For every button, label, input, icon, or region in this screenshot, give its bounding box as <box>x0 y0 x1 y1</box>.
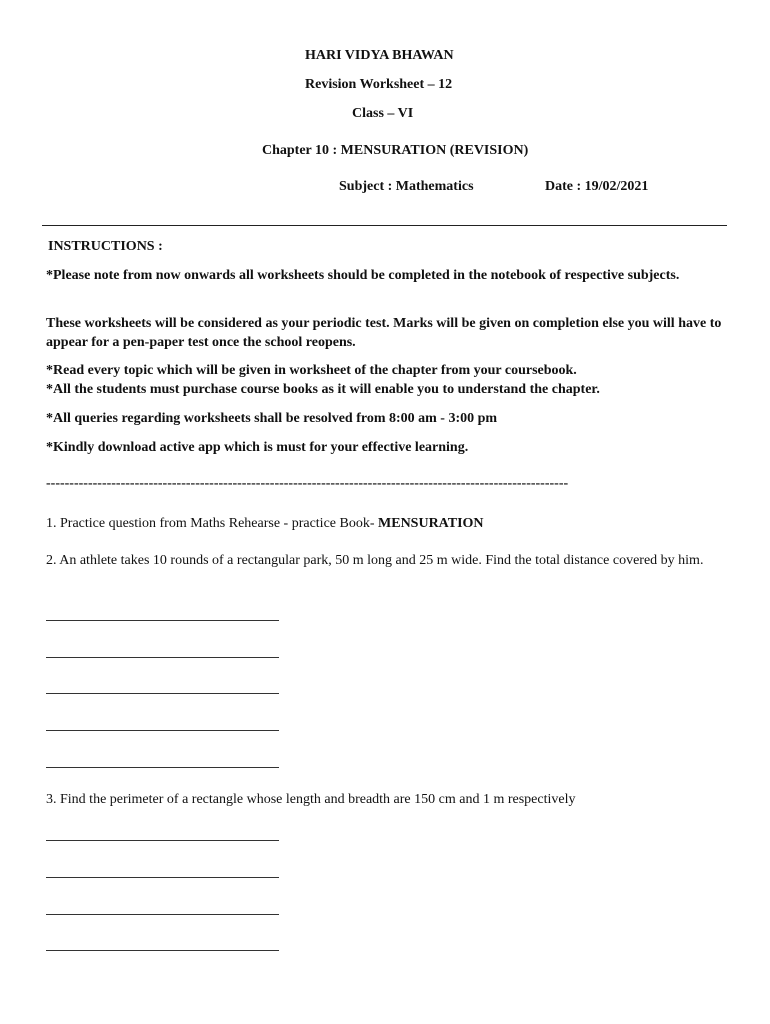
answer-line[interactable] <box>46 730 279 731</box>
answer-line[interactable] <box>46 877 279 878</box>
answer-line[interactable] <box>46 950 279 951</box>
answer-line[interactable] <box>46 693 279 694</box>
answer-line[interactable] <box>46 657 279 658</box>
date-label: Date : 19/02/2021 <box>545 179 649 194</box>
instruction-item: These worksheets will be considered as your periodic test. Marks will be given on completion else you will have to appear for a pen-paper test once the school reopens. <box>46 316 722 350</box>
instruction-item: *Please note from now onwards all worksheets should be completed in the notebook of respective subjects. <box>46 268 680 283</box>
answer-line[interactable] <box>46 914 279 915</box>
instruction-item: *Read every topic which will be given in worksheet of the chapter from your coursebook. <box>46 363 577 378</box>
subject-label: Subject : Mathematics <box>339 179 474 194</box>
answer-line[interactable] <box>46 767 279 768</box>
instruction-item: *All queries regarding worksheets shall be resolved from 8:00 am - 3:00 pm <box>46 411 498 426</box>
chapter-title: Chapter 10 : MENSURATION (REVISION) <box>262 143 529 158</box>
instruction-item: *All the students must purchase course books as it will enable you to understand the chapter. <box>46 382 600 397</box>
header-divider <box>42 225 727 226</box>
school-name: HARI VIDYA BHAWAN <box>305 48 454 63</box>
answer-line[interactable] <box>46 840 279 841</box>
question-3: 3. Find the perimeter of a rectangle whose length and breadth are 150 cm and 1 m respectively <box>46 792 576 807</box>
question-2: 2. An athlete takes 10 rounds of a rectangular park, 50 m long and 25 m wide. Find the total distance covered by him. <box>46 553 704 568</box>
question-1-emphasis: MENSURATION <box>378 516 484 531</box>
worksheet-title: Revision Worksheet – 12 <box>305 77 453 92</box>
instructions-heading: INSTRUCTIONS : <box>48 239 163 254</box>
class-label: Class – VI <box>352 106 414 121</box>
question-1 <box>46 514 731 533</box>
dashed-separator: ---------------------------------------------------------------------------------------------------------------- <box>46 476 569 491</box>
instruction-item: *Kindly download active app which is must for your effective learning. <box>46 440 469 455</box>
answer-line[interactable] <box>46 620 279 621</box>
question-1-text: 1. Practice question from Maths Rehearse - practice Book- <box>46 516 379 531</box>
